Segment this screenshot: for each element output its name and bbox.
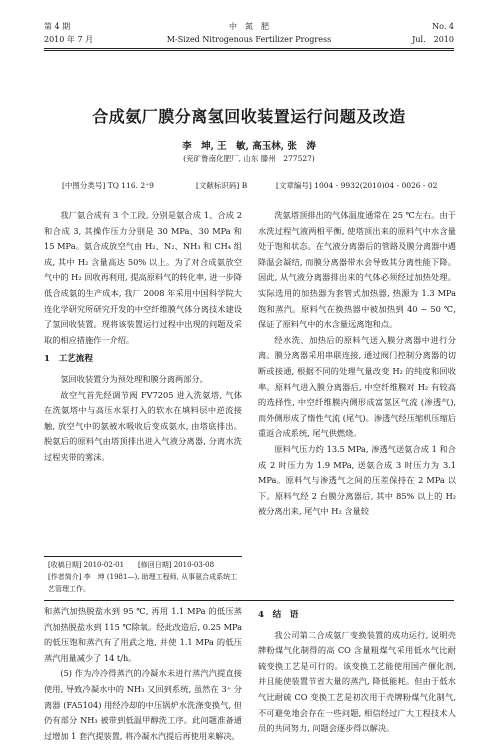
conclusion-paragraph: 我公司第二合成氨厂变换装置的成功运行, 说明壳牌粉煤气化制得的高 CO 含量粗煤气采用低水气比耐硫变换工艺是可行的。该变换工艺能使用国产催化剂, 并且能使装置节省大量的蒸汽, 降低能耗。但由于低水气比耐硫 CO 变换工艺是初次用于壳牌粉煤气化制气, 不可避免地会存在一些问题, 相信经过广大工程技术人员的共同努力, 问题会逐步得以解决。 xyxy=(258,629,456,734)
authors: 李 坤, 王 敏, 高玉林, 张 涛 xyxy=(182,141,316,152)
article-number: [文章编号] 1004 - 9932(2010)04 - 0026 - 02 xyxy=(276,181,438,190)
header-rule-thin xyxy=(44,50,454,51)
section-1-paragraph-2: 故空气首先经调节阀 FV7205 进入洗氨塔, 气体在洗氨塔中与高压水泵打入的软水在填料层中逆流接触, 放空气中的氨被水吸收后变成氨水, 由塔底排出。脱氨后的原料气由塔顶排出进入气液分离器, 分离水洗过程夹带的雾沫。 xyxy=(44,389,242,462)
footnote-box xyxy=(48,559,244,595)
article-title: 合成氨厂膜分离氢回收装置运行问题及改造 xyxy=(92,107,406,126)
issue-number: No. 4 xyxy=(432,22,454,31)
section-4-heading: 4 结 语 xyxy=(258,610,299,620)
intro-paragraph: 我厂氨合成有 3 个工段, 分别是氨合成 1、合成 2 和合成 3, 其操作压力分别是 30 MPa、30 MPa 和 15 MPa。氨合成放空气由 H₂、N₂、NH₃ 和 CH₄ 组成, 其中 H₂ 含量高达 50% 以上。为了对合成氨放空气中的 H₂ 回收再利用, 提高原料气的转化率, 进一步降低合成氨的生产成本, 我厂 2008 年采用中国科学院大连化学研究所研究开发的中空纤维膜气体分离技术建设了氢回收装置。现将该装置运行过程中出现的问题及采取的相应措施作一介绍。 xyxy=(44,210,242,345)
footnote-rule xyxy=(44,556,242,557)
right-column-top xyxy=(258,208,456,520)
received-date: [收稿日期] 2010-02-01 [修回日期] 2010-03-08 xyxy=(48,561,215,569)
section-1-paragraph-1: 氢回收装置分为预处理和膜分离两部分。 xyxy=(60,373,208,384)
right-paragraph-3: 原料气压力约 13.5 MPa, 渗透气送氨合成 1 和合成 2 时压力为 1.9 MPa, 送氨合成 3 时压力为 3.1 MPa。原料气与渗透气之间的压差保持在 2 MPa 以下。原料气经 2 台膜分离器后, 其中 85% 以上的 H₂ 被分离出来, 尾气中 H₂ 含量较 xyxy=(258,443,456,517)
author-bio: [作者简介] 李 坤 (1981—), 助理工程师, 从事氨合成系统工艺管理工作。 xyxy=(48,573,238,593)
right-column-bottom xyxy=(258,604,456,737)
journal-name-cn: 中 氮 肥 xyxy=(229,22,269,31)
document-code: [文献标识码] B xyxy=(196,181,248,190)
right-paragraph-1: 洗氨塔顶排出的气体温度通常在 25 ℃左右。由于水洗过程气液两相平衡, 使塔顶出来的原料气中水含量处于饱和状态。在气液分离器后的管路及膜分离器中遇降温会凝结, 而膜分离器带水会导致其分离性能下降。因此, 从气液分离器排出来的气体必须经过加热处理。实际选用的加热器为套管式加热器, 热源为 1.3 MPa 饱和蒸汽。原料气在换热器中被加热到 40 ~ 50 ℃, 保证了原料气中的水含量远离饱和点。 xyxy=(258,210,456,330)
clc-number: [中图分类号] TQ 116. 2⁺9 xyxy=(62,181,154,190)
section-1-heading: 1 工艺流程 xyxy=(44,354,93,365)
volume-issue: 第 4 期 xyxy=(44,22,71,31)
date-en: Jul. 2010 xyxy=(412,35,454,44)
journal-name-en: M-Sized Nitrogenous Fertilizer Progress xyxy=(166,35,332,44)
header-rule xyxy=(44,48,454,49)
affiliation: (兖矿鲁南化肥厂, 山东 滕州 277527) xyxy=(183,154,315,163)
date-cn: 2010 年 7 月 xyxy=(44,35,94,44)
left-column-top xyxy=(44,208,242,466)
right-paragraph-2: 经水洗、加热后的原料气送入膜分离器中进行分离。膜分离器采用串联连接, 通过阀门控制分离器的切断或接通, 根据不同的处理气量改变 H₂ 的纯度和回收率。原料气进入膜分离器后, 中空纤维膜对 H₂ 有较高的选择性, 中空纤维膜内侧形成富氢区气流 (渗透气), 而外侧形成了惰性气流 (尾气)。渗透气经压缩机压缩后重返合成系统, 尾气供燃烧。 xyxy=(258,334,456,439)
left-bottom-paragraph-2: (5) 作为冷冷得蒸汽的冷凝水未进行蒸汽汽提直接使用, 导致冷凝水中的 NH₃ 又回到系统, 虽然在 3⁺ 分离器 (FA5104) 用经冷却的中压锅炉水洗涤变换气, 但仍有部分 NH₃ 被带到低温甲醇洗工序。此问题准备通过增加 1 套汽提装置, 将冷凝水汽提后再使用来解决。 xyxy=(44,668,242,741)
section-divider xyxy=(44,600,454,601)
left-bottom-paragraph-1: 和蒸汽加热脱盐水到 95 ℃, 再用 1.1 MPa 的低压蒸汽加热脱盐水到 115 ℃除氧。经此改造后, 0.25 MPa 的低压饱和蒸汽有了用武之地, 并使 1.1 MPa 的低压蒸汽用量减少了 14 t/h。 xyxy=(44,606,242,663)
left-column-bottom xyxy=(44,604,242,744)
